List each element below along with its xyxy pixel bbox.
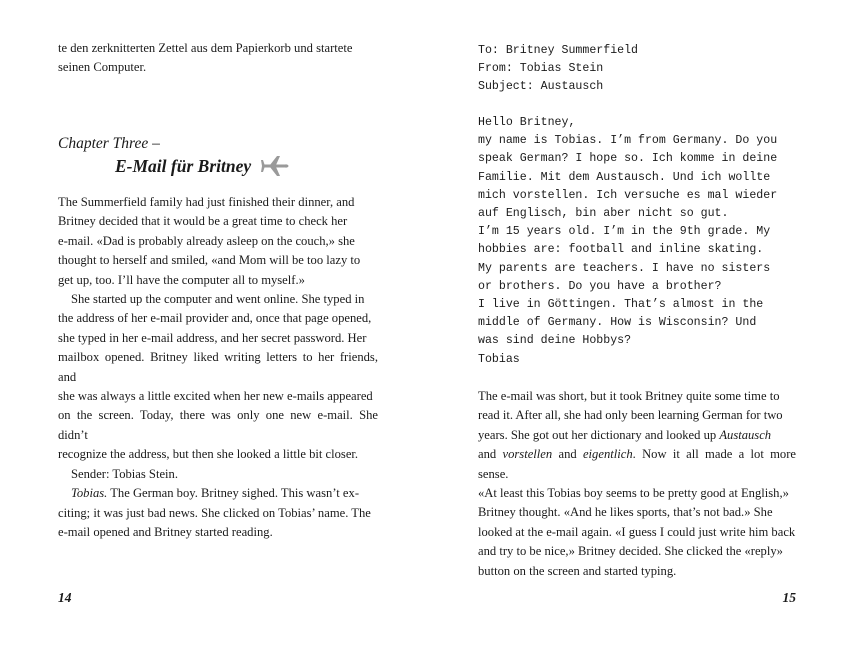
- text-line: The Summerfield family had just finished their dinner, and: [58, 195, 355, 209]
- text-line: mailbox opened. Britney liked writing letters to her friends, and: [58, 350, 378, 384]
- text-line: citing; it was just bad news. She clicked on Tobias’ name. The: [58, 505, 371, 520]
- email-from: From: Tobias Stein: [478, 62, 604, 76]
- email-line: My parents are teachers. I have no sisters: [478, 261, 771, 275]
- email-subject: Subject: Austausch: [478, 80, 604, 94]
- page-number: 14: [58, 590, 72, 605]
- chapter-title-row: [115, 154, 378, 178]
- text-line: Britney decided that it would be a great time to check her: [58, 214, 348, 229]
- text-line: [478, 426, 796, 445]
- email-line: auf Englisch, bin aber nicht so gut.: [478, 207, 729, 221]
- text-line: seinen Computer.: [58, 60, 147, 75]
- chapter-label: Chapter Three –: [58, 135, 160, 152]
- text-span: and: [478, 447, 503, 462]
- page-number: 15: [782, 590, 796, 605]
- email-line: speak German? I hope so. Ich komme in deine: [478, 152, 778, 166]
- email-body: [478, 114, 777, 369]
- text-line: button on the screen and started typing.: [478, 563, 677, 578]
- text-line: te den zerknitterten Zettel aus dem Papierkorb und startete: [58, 41, 353, 55]
- chapter-title: E-Mail für Britney: [115, 156, 252, 176]
- email-line: hobbies are: football and inline skating.: [478, 243, 764, 257]
- italic-word: vorstellen: [502, 447, 553, 462]
- text-line: Sender: Tobias Stein.: [71, 466, 178, 481]
- text-line: on the screen. Today, there was only one new e-mail. She didn’t: [58, 408, 378, 442]
- email-header: [478, 42, 638, 97]
- chapter-body: [58, 193, 378, 542]
- airplane-icon: [259, 155, 289, 177]
- email-line: middle of Germany. How is Wisconsin? Und: [478, 316, 757, 330]
- email-line: Familie. Mit dem Austausch. Und ich wollte: [478, 170, 771, 184]
- left-page: [58, 0, 378, 648]
- email-line: I’m 15 years old. I’m in the 9th grade. My: [478, 225, 771, 239]
- text-line: and try to be nice,» Britney decided. She clicked the «reply»: [478, 544, 783, 559]
- email-line: was sind deine Hobbys?: [478, 334, 632, 348]
- paragraph: [478, 387, 796, 581]
- text-line: [478, 445, 796, 484]
- text-line: e-mail opened and Britney started reading.: [58, 524, 273, 539]
- italic-word: eigentlich: [582, 447, 633, 462]
- text-line: The e-mail was short, but it took Britney quite some time to: [478, 389, 780, 403]
- text-line: get up, too. I’ll have the computer all to myself.»: [58, 272, 305, 287]
- text-line: looked at the e-mail again. «I guess I could just write him back: [478, 524, 796, 539]
- text-span: . Now it all made a lot more sense.: [478, 447, 797, 481]
- text-line: «At least this Tobias boy seems to be pretty good at English,»: [478, 486, 789, 501]
- text-line: the address of her e-mail provider and, once that page opened,: [58, 311, 372, 326]
- email-signature: Tobias: [478, 352, 520, 366]
- email-line: Hello Britney,: [478, 116, 576, 129]
- text-line: she was always a little excited when her new e-mails appeared: [58, 389, 373, 404]
- text-line: thought to herself and smiled, «and Mom will be too lazy to: [58, 253, 361, 268]
- paragraph: [58, 290, 378, 465]
- text-span: and: [552, 447, 583, 462]
- text-span: years. She got out her dictionary and looked up: [478, 427, 720, 442]
- email-line: mich vorstellen. Ich versuche es mal wieder: [478, 188, 778, 202]
- right-page: [478, 0, 796, 648]
- italic-word: Austausch: [719, 427, 772, 442]
- paragraph: [58, 193, 378, 290]
- continuation-paragraph: [58, 39, 378, 78]
- text-span: The German boy. Britney sighed. This wasn’t ex-: [107, 486, 360, 501]
- text-line: e-mail. «Dad is probably already asleep on the couch,» she: [58, 233, 355, 248]
- text-line: recognize the address, but then she looked a little bit closer.: [58, 447, 359, 462]
- text-line: read it. After all, she had only been learning German for two: [478, 408, 783, 423]
- text-line: She started up the computer and went online. She typed in: [71, 292, 365, 307]
- email-to: To: Britney Summerfield: [478, 44, 639, 57]
- paragraph: [58, 465, 378, 484]
- italic-name: Tobias.: [71, 486, 108, 501]
- email-line: I live in Göttingen. That’s almost in the: [478, 298, 764, 312]
- email-line: or brothers. Do you have a brother?: [478, 279, 722, 293]
- text-line: she typed in her e-mail address, and her secret password. Her: [58, 330, 367, 345]
- email-line: my name is Tobias. I’m from Germany. Do you: [478, 134, 778, 148]
- paragraph: [58, 484, 378, 542]
- text-line: Britney thought. «And he likes sports, that’s not bad.» She: [478, 505, 773, 520]
- text-line: [58, 484, 378, 503]
- chapter-heading: [58, 134, 378, 178]
